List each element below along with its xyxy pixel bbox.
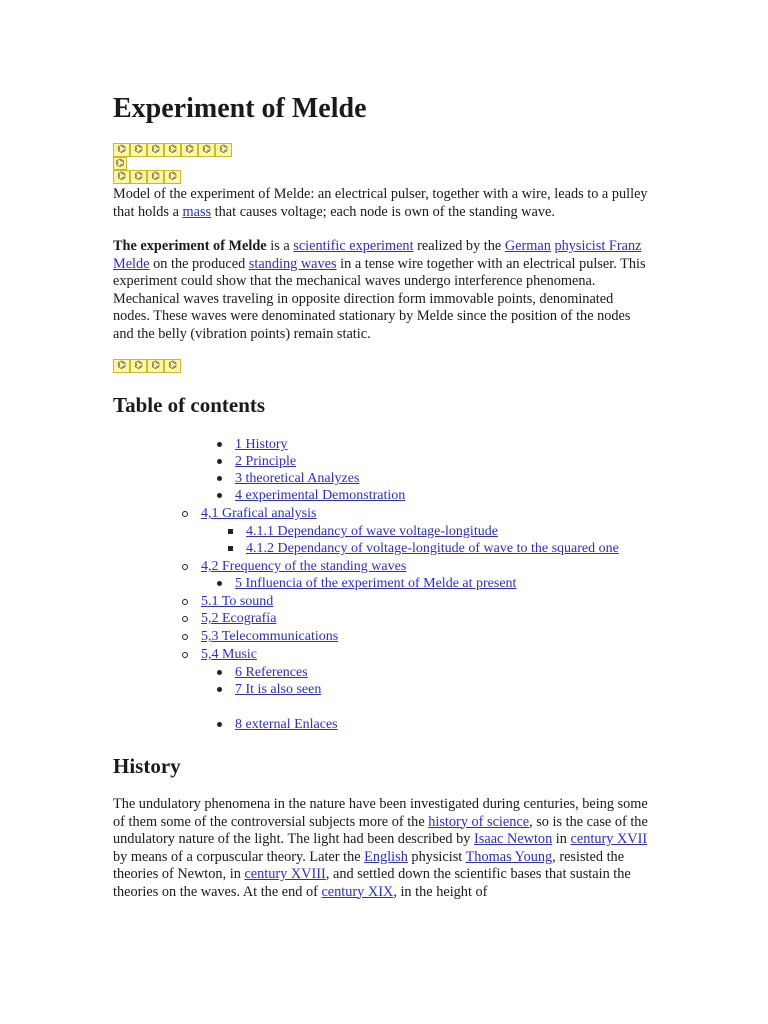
- link-franz-melde[interactable]: Franz Melde: [113, 238, 642, 272]
- figure-image-row-4: [113, 359, 181, 373]
- toc-link-music[interactable]: 5,4 Music: [201, 647, 257, 662]
- toc-item: [235, 470, 359, 487]
- history-text: in: [552, 831, 571, 847]
- history-heading: History: [113, 754, 181, 778]
- figure-caption: [113, 186, 653, 221]
- caption-text: Model of the experiment of Melde: an electrical pulser, together with a wire, leads to a pulley that holds a: [113, 186, 648, 220]
- link-century-xvii[interactable]: century XVII: [570, 831, 648, 847]
- broken-image-icon: ⌬: [198, 143, 215, 157]
- figure-image-row-1: [113, 143, 232, 157]
- broken-image-icon: ⌬: [164, 359, 181, 373]
- toc-item: [201, 628, 338, 645]
- toc-link-grafical-analysis[interactable]: 4,1 Grafical analysis: [201, 506, 317, 521]
- toc-link-telecommunications[interactable]: 5,3 Telecommunications: [201, 629, 339, 644]
- figure-image-row-3: [113, 170, 181, 184]
- toc-item: [246, 523, 498, 540]
- intro-paragraph: [113, 238, 653, 343]
- broken-image-icon: ⌬: [215, 143, 232, 157]
- history-text: , resisted the theories of Newton, in: [113, 848, 625, 882]
- link-mass[interactable]: mass: [182, 203, 212, 220]
- broken-image-icon: ⌬: [113, 170, 130, 184]
- toc-link-dependancy-wave-voltage[interactable]: 4.1.1 Dependancy of wave voltage-longitude: [246, 524, 498, 539]
- toc-item: [201, 646, 257, 663]
- toc-item: [201, 505, 316, 522]
- toc-item: [201, 610, 276, 627]
- broken-image-icon: ⌬: [113, 359, 130, 373]
- toc-item: [235, 681, 321, 698]
- broken-image-icon: ⌬: [147, 143, 164, 157]
- intro-text: in a tense wire together with an electrical pulser. This experiment could show that the mechanical waves undergo interference phenomena. Mechanical waves traveling in opposite direction form immovable points, denominated nodes. These waves were denominated stationary by Melde since the position of the nodes and the belly (vibration points) remain static.: [113, 255, 646, 342]
- link-standing-waves[interactable]: standing waves: [248, 255, 337, 272]
- history-text: , in the height of: [393, 883, 488, 900]
- intro-text: realized by the: [413, 238, 505, 254]
- toc-link-history[interactable]: 1 History: [235, 437, 288, 452]
- figure-image-row-2: [113, 157, 127, 170]
- broken-image-icon: ⌬: [147, 170, 164, 184]
- history-text: The undulatory phenomena in the nature have been investigated during centuries, being some of them some of the controversial subjects more of the: [113, 796, 648, 830]
- caption-text: that causes voltage; each node is own of the standing wave.: [211, 203, 555, 220]
- broken-image-icon: ⌬: [181, 143, 198, 157]
- toc-heading: Table of contents: [113, 393, 266, 417]
- link-english[interactable]: English: [364, 848, 408, 865]
- toc-item: [235, 575, 516, 592]
- toc-item: [235, 664, 308, 681]
- broken-image-icon: ⌬: [164, 143, 181, 157]
- toc-link-frequency-standing-waves[interactable]: 4,2 Frequency of the standing waves: [201, 559, 407, 574]
- toc-link-dependancy-voltage-squared[interactable]: 4.1.2 Dependancy of voltage-longitude of wave to the squared one: [246, 541, 619, 556]
- intro-bold-term: The experiment of Melde: [113, 238, 267, 254]
- broken-image-icon: ⌬: [113, 143, 130, 157]
- history-text: , so is the case of the undulatory nature of the light. The light had been described by: [113, 813, 648, 847]
- toc-item: [235, 716, 338, 733]
- toc-link-theoretical-analyzes[interactable]: 3 theoretical Analyzes: [235, 471, 360, 486]
- toc-link-influencia[interactable]: 5 Influencia of the experiment of Melde at present: [235, 576, 517, 591]
- toc-item: [201, 558, 406, 575]
- link-german[interactable]: German: [504, 238, 551, 254]
- history-text: , and settled down the scientific bases that sustain the theories on the waves. At the end of: [113, 866, 631, 900]
- intro-text: on the produced: [149, 255, 249, 272]
- toc-link-experimental-demonstration[interactable]: 4 experimental Demonstration: [235, 488, 406, 503]
- toc-item: [235, 487, 405, 504]
- broken-image-icon: ⌬: [130, 170, 147, 184]
- toc-link-ecografia[interactable]: 5,2 Ecografía: [201, 611, 277, 626]
- intro-text: is a: [266, 238, 294, 254]
- link-century-xix[interactable]: century XIX: [321, 883, 394, 900]
- broken-image-icon: ⌬: [130, 143, 147, 157]
- toc-link-external-enlaces[interactable]: 8 external Enlaces: [235, 717, 338, 732]
- toc-item: [235, 453, 296, 470]
- link-history-of-science[interactable]: history of science: [428, 813, 530, 830]
- broken-image-icon: ⌬: [147, 359, 164, 373]
- broken-image-icon: ⌬: [113, 157, 127, 170]
- toc-link-principle[interactable]: 2 Principle: [235, 454, 297, 469]
- toc-item: [246, 540, 619, 557]
- toc-link-references[interactable]: 6 References: [235, 665, 308, 680]
- link-scientific-experiment[interactable]: scientific experiment: [293, 238, 414, 254]
- link-isaac-newton[interactable]: Isaac Newton: [474, 831, 553, 847]
- link-physicist[interactable]: physicist: [554, 238, 609, 254]
- broken-image-icon: ⌬: [130, 359, 147, 373]
- link-century-xviii[interactable]: century XVIII: [244, 866, 326, 882]
- link-thomas-young[interactable]: Thomas Young: [465, 848, 553, 865]
- toc-item: [201, 593, 273, 610]
- toc-item: [235, 436, 288, 453]
- toc-link-to-sound[interactable]: 5.1 To sound: [201, 594, 274, 609]
- toc-link-also-seen[interactable]: 7 It is also seen: [235, 682, 322, 697]
- broken-image-icon: ⌬: [164, 170, 181, 184]
- history-text: by means of a corpuscular theory. Later the: [113, 848, 365, 865]
- history-text: physicist: [407, 848, 466, 865]
- history-paragraph: [113, 796, 653, 901]
- page-title: Experiment of Melde: [113, 93, 367, 124]
